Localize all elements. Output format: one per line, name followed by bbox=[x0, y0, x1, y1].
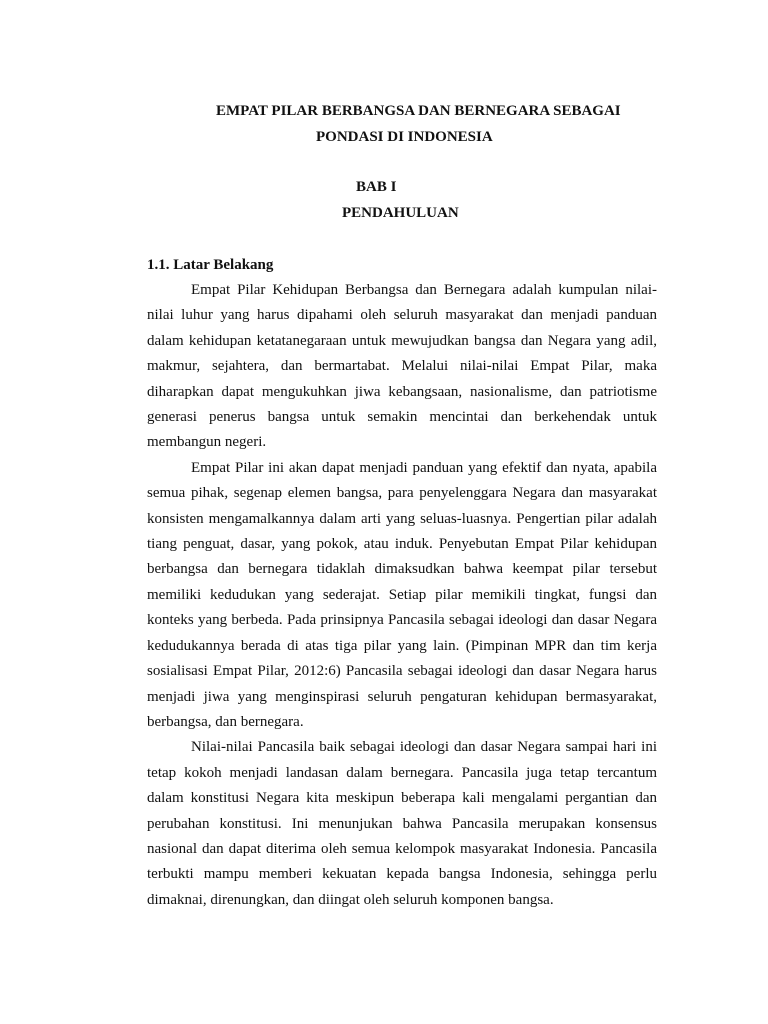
document-title-line-1: EMPAT PILAR BERBANGSA DAN BERNEGARA SEBAGAI bbox=[216, 103, 621, 119]
body-text bbox=[147, 278, 657, 913]
paragraph-1: Empat Pilar Kehidupan Berbangsa dan Bernegara adalah kumpulan nilai-nilai luhur yang harus dipahami oleh seluruh masyarakat dan menjadi panduan dalam kehidupan ketatanegaraan untuk mewujudkan bangsa dan Negara yang adil, makmur, sejahtera, dan bermartabat. Melalui nilai-nilai Empat Pilar, maka diharapkan dapat mengukuhkan jiwa kebangsaan, nasionalisme, dan patriotisme generasi penerus bangsa untuk semakin mencintai dan berkehendak untuk membangun negeri. bbox=[147, 282, 657, 451]
paragraph-2: Empat Pilar ini akan dapat menjadi panduan yang efektif dan nyata, apabila semua pihak, segenap elemen bangsa, para penyelenggara Negara dan masyarakat konsisten mengamalkannya dalam arti yang seluas-luasnya. Pengertian pilar adalah tiang penguat, dasar, yang pokok, atau induk. Penyebutan Empat Pilar kehidupan berbangsa dan bernegara tidaklah dimaksudkan bahwa keempat pilar tersebut memiliki kedudukan yang sederajat. Setiap pilar memikili tingkat, fungsi dan konteks yang berbeda. Pada prinsipnya Pancasila sebagai ideologi dan dasar Negara kedudukannya berada di atas tiga pilar yang lain. (Pimpinan MPR dan tim kerja sosialisasi Empat Pilar, 2012:6) Pancasila sebagai ideologi dan dasar Negara harus menjadi jiwa yang menginspirasi seluruh pengaturan kehidupan bermasyarakat, berbangsa, dan bernegara. bbox=[147, 459, 657, 730]
chapter-number: BAB I bbox=[356, 179, 397, 195]
paragraph-3: Nilai-nilai Pancasila baik sebagai ideologi dan dasar Negara sampai hari ini tetap kokoh menjadi landasan dalam bernegara. Pancasila juga tetap tercantum dalam konstitusi Negara kita meskipun beberapa kali mengalami pergantian dan perubahan konstitusi. Ini menunjukan bahwa Pancasila merupakan konsensus nasional dan dapat diterima oleh semua kelompok masyarakat Indonesia. Pancasila terbukti mampu memberi kekuatan kepada bangsa Indonesia, sehingga perlu dimaknai, direnungkan, dan diingat oleh seluruh komponen bangsa. bbox=[147, 739, 657, 908]
section-heading: 1.1. Latar Belakang bbox=[147, 257, 274, 273]
document-title-line-2: PONDASI DI INDONESIA bbox=[316, 129, 493, 145]
chapter-title: PENDAHULUAN bbox=[342, 205, 459, 221]
